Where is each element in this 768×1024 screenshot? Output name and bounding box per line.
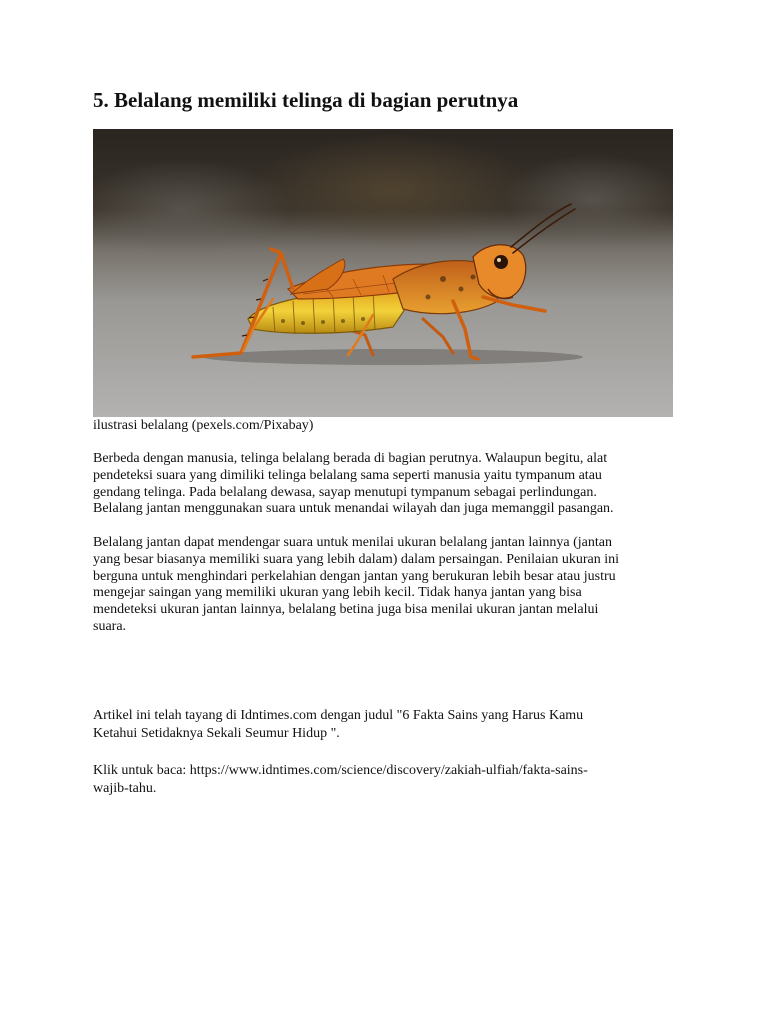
grasshopper-photo — [93, 129, 673, 417]
read-more-link[interactable] — [93, 762, 675, 798]
paragraph-ear-location — [93, 451, 675, 518]
read-more-line[interactable]: wajib-tahu. — [93, 781, 157, 796]
paragraph-line: mendeteksi ukuran jantan lainnya, belalang betina juga bisa menilai ukuran jantan melalui — [93, 602, 599, 618]
source-note-line: Artikel ini telah tayang di Idntimes.com dengan judul "6 Fakta Sains yang Harus Kamu — [93, 708, 584, 723]
paragraph-line: berguna untuk menghindari perkelahian dengan jantan yang berukuran lebih besar atau justru — [93, 568, 616, 584]
paragraph-line: yang besar biasanya memiliki suara yang lebih dalam) dalam persaingan. Penilaian ukuran ini — [93, 551, 619, 567]
paragraph-line: mengejar saingan yang memiliki ukuran yang lebih kecil. Tidak hanya jantan yang bisa — [93, 585, 582, 601]
paragraph-line: Belalang jantan dapat mendengar suara untuk menilai ukuran belalang jantan lainnya (jantan — [93, 535, 612, 550]
paragraph-size-assessment — [93, 535, 675, 636]
source-note-line: Ketahui Setidaknya Sekali Seumur Hidup ". — [93, 726, 340, 741]
source-note — [93, 707, 675, 743]
paragraph-line: suara. — [93, 618, 127, 634]
image-caption: ilustrasi belalang (pexels.com/Pixabay) — [93, 418, 314, 433]
paragraph-line: Belalang jantan menggunakan suara untuk menandai wilayah dan juga memanggil pasangan. — [93, 501, 614, 517]
paragraph-line: gendang telinga. Pada belalang dewasa, sayap menutupi tympanum sebagai perlindungan. — [93, 484, 597, 500]
paragraph-line: Berbeda dengan manusia, telinga belalang berada di bagian perutnya. Walaupun begitu, alat — [93, 451, 608, 466]
paragraph-line: pendeteksi suara yang dimiliki telinga belalang sama seperti manusia yaitu tympanum atau — [93, 467, 602, 483]
article-title: 5. Belalang memiliki telinga di bagian perutnya — [93, 88, 519, 112]
read-more-line[interactable]: Klik untuk baca: https://www.idntimes.com/science/discovery/zakiah-ulfiah/fakta-sains- — [93, 763, 588, 778]
